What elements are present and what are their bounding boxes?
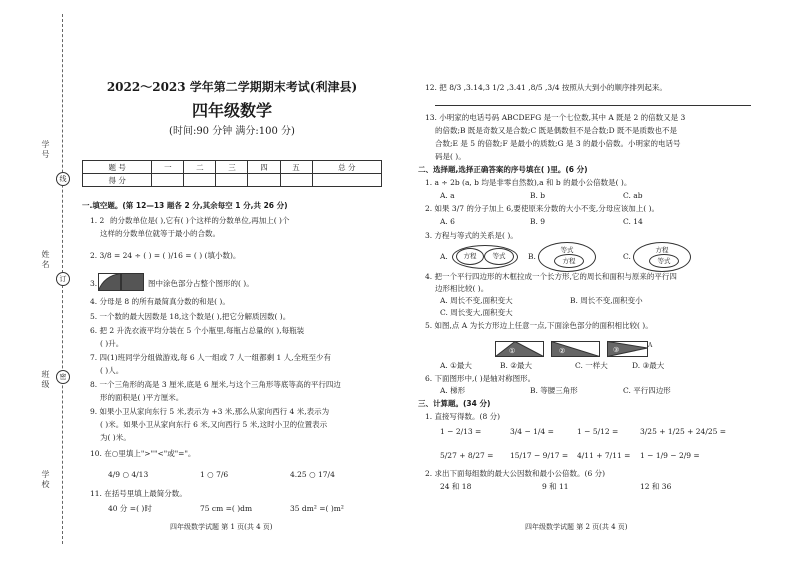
score-cell[interactable] (280, 174, 312, 187)
c6-opt-a: A. 梯形 (440, 386, 466, 395)
binding-mark-mi: 密 (56, 370, 70, 384)
calc2-pair: 12 和 36 (640, 482, 672, 491)
c5-text: 5. 如图,点 A 为长方形边上任意一点,下面涂色部分的面积相比较( )。 (425, 321, 653, 330)
calc-item: 1 − 1/9 − 2/9 = (640, 451, 700, 460)
calc-item: 4/11 + 7/11 = (577, 451, 631, 460)
q12-answer-line[interactable] (435, 105, 751, 106)
calc-item: 1 − 5/12 = (577, 427, 619, 436)
calc-item: 15/17 − 9/17 = (510, 451, 569, 460)
score-header-cell: 题 号 (83, 161, 152, 174)
q8-text: 8. 一个三角形的高是 3 厘米,底是 6 厘米,与这个三角形等底等高的平行四边 (90, 380, 341, 389)
c1-text: 1. a ÷ 2b (a, b 均是非零自然数),a 和 b 的最小公倍数是( )。 (425, 178, 632, 187)
c6-opt-c: C. 平行四边形 (623, 386, 671, 395)
svg-text:A: A (648, 342, 653, 349)
q2-text: 2. 3/8 = 24 ÷ ( ) = ( )/16 = ( ) (填小数)。 (90, 251, 241, 260)
c2-opt-c: C. 14 (623, 217, 643, 226)
binding-mark-xian: 线 (56, 172, 70, 186)
c3-opt-b: B. (528, 252, 536, 261)
q13-text: 13. 小明家的电话号码 ABCDEFG 是一个七位数,其中 A 既是 2 的倍数又是 3 (425, 113, 686, 122)
calc-item: 5/27 + 8/27 = (440, 451, 494, 460)
score-cell[interactable] (216, 174, 248, 187)
q12-text: 12. 把 8/3 ,3.14,3 1/2 ,3.41 ,8/5 ,3/4 按照从大到小的顺序排列起来。 (425, 83, 667, 92)
q3-number: 3. (90, 279, 98, 288)
q10-compare-b: 1 ○ 7/6 (200, 470, 229, 479)
q7-text-cont: ( )人。 (100, 366, 124, 375)
section2-title: 二、选择题,选择正确答案的序号填在( )里。(6 分) (418, 165, 588, 174)
c5-opt-c: C. 一样大 (575, 361, 608, 370)
q8-text-cont: 形的面积是( )平方厘米。 (100, 393, 184, 402)
score-header-cell: 三 (216, 161, 248, 174)
exam-title: 2022～2023 学年第二学期期末考试(利津县) (106, 80, 358, 94)
subject-title: 四年级数学 (191, 101, 272, 120)
q9-text: 9. 如果小卫从家向东行 5 米,表示为 +3 米,那么从家向西行 4 米,表示为 (90, 407, 330, 416)
score-header-cell: 五 (280, 161, 312, 174)
school-label: 学校 (41, 470, 50, 490)
q11-a: 40 分 =( )时 (108, 504, 152, 513)
q5-text: 5. 一个数的最大因数是 18,这个数是( ),把它分解质因数( )。 (90, 312, 291, 321)
student-id-label: 学号 (41, 140, 50, 160)
c2-opt-b: B. 9 (530, 217, 546, 226)
q1-number: 1. 2 (90, 216, 105, 225)
c3-text: 3. 方程与等式的关系是( )。 (425, 231, 518, 240)
q10-compare-a: 4/9 ○ 4/13 (108, 470, 149, 479)
calc-item: 3/25 + 1/25 + 24/25 = (640, 427, 727, 436)
c6-opt-b: B. 等腰三角形 (530, 386, 578, 395)
c4-opt-b: B. 周长不变,面积变小 (570, 296, 643, 305)
calc2-pair: 9 和 11 (542, 482, 569, 491)
q13-text-cont2: 合数;E 是 5 的倍数;F 是最小的质数;G 是 3 的最小倍数。小明家的电话号 (435, 139, 681, 148)
q9-text-cont2: 为( )米。 (100, 433, 131, 442)
score-header-cell: 二 (184, 161, 216, 174)
score-header-cell: 四 (248, 161, 280, 174)
c1-opt-a: A. a (440, 191, 455, 200)
name-label: 姓名 (41, 250, 50, 270)
q13-text-cont: 的倍数;B 既是奇数又是合数;C 既是偶数但不是合数;D 既不是质数也不是 (435, 126, 677, 135)
q1-text: 的分数单位是( ),它有( )个这样的分数单位,再加上( )个 (110, 216, 290, 225)
q10-text: 10. 在○里填上">""<"或"="。 (90, 449, 196, 458)
score-table (82, 160, 382, 187)
c5-opt-a: A. ①最大 (440, 361, 472, 370)
q13-text-cont3: 码是( )。 (435, 152, 466, 161)
c2-text: 2. 如果 3/7 的分子加上 6,要使原来分数的大小不变,分母应该加上( )。 (425, 204, 660, 213)
c3-opt-a: A. (440, 252, 448, 261)
q1-text-cont: 这样的分数单位就等于最小的合数。 (100, 229, 220, 238)
footer-left: 四年级数学试题 第 1 页(共 4 页) (170, 523, 273, 531)
c1-opt-b: B. b (530, 191, 546, 200)
c2-opt-a: A. 6 (440, 217, 455, 226)
calc-item: 3/4 − 1/4 = (510, 427, 554, 436)
calc2-pair: 24 和 18 (440, 482, 472, 491)
q7-text: 7. 四(1)班同学分组做游戏,每 6 人一组或 7 人一组都剩 1 人,全班至少有 (90, 353, 332, 362)
svg-text:①: ① (509, 347, 516, 355)
calc-item: 1 − 2/13 = (440, 427, 482, 436)
score-row-label: 得 分 (83, 174, 152, 187)
calc1-text: 1. 直接写得数。(8 分) (425, 412, 501, 421)
q4-text: 4. 分母是 8 的所有最简真分数的和是( )。 (90, 297, 230, 306)
c5-opt-b: B. ②最大 (500, 361, 533, 370)
score-header-cell: 总 分 (312, 161, 381, 174)
score-cell[interactable] (184, 174, 216, 187)
c4-text: 4. 把一个平行四边形的木框拉成一个长方形,它的周长和面积与原来的平行四 (425, 272, 677, 281)
q3-figure (98, 273, 144, 291)
svg-text:②: ② (559, 347, 566, 355)
score-cell[interactable] (312, 174, 381, 187)
class-label: 班级 (41, 370, 50, 390)
binding-mark-ding: 订 (56, 272, 70, 286)
c3-b-outer: 等式 (538, 242, 596, 272)
c4-opt-a: A. 周长不变,面积变大 (440, 296, 513, 305)
q11-text: 11. 在括号里填上最简分数。 (90, 489, 187, 498)
c5-opt-d: D. ③最大 (632, 361, 665, 370)
score-cell[interactable] (248, 174, 280, 187)
c3-a-oval-2: 等式 (484, 248, 514, 265)
c4-opt-c: C. 周长变大,面积变大 (440, 308, 513, 317)
q9-text-cont: ( )米。如果小卫从家向东行 6 米,又向西行 5 米,这时小卫的位置表示 (100, 420, 328, 429)
q11-c: 35 dm² =( )m² (290, 504, 344, 513)
score-cell[interactable] (152, 174, 184, 187)
c3-opt-c: C. (623, 252, 631, 261)
q6-text: 6. 把 2 升洗衣液平均分装在 5 个小瓶里,每瓶占总量的( ),每瓶装 (90, 326, 305, 335)
q10-compare-c: 4.25 ○ 17/4 (290, 470, 335, 479)
section1-title: 一.填空题。(第 12—13 题各 2 分,其余每空 1 分,共 26 分) (82, 201, 288, 210)
c3-a-oval-1: 方程 (456, 248, 484, 265)
footer-right: 四年级数学试题 第 2 页(共 4 页) (525, 523, 628, 531)
c1-opt-c: C. ab (623, 191, 643, 200)
c3-b-inner: 方程 (554, 254, 584, 268)
q3-text: 图中涂色部分占整个图形的( )。 (148, 279, 254, 288)
c3-c-inner: 等式 (649, 254, 679, 268)
c4-text-cont: 边形相比较( )。 (435, 284, 489, 293)
calc2-text: 2. 求出下面每组数的最大公因数和最小公倍数。(6 分) (425, 469, 606, 478)
q11-b: 75 cm =( )dm (200, 504, 253, 513)
c6-text: 6. 下面图形中,( )是轴对称图形。 (425, 374, 536, 383)
section3-title: 三、计算题。(34 分) (418, 399, 491, 408)
q6-text-cont: ( )升。 (100, 339, 124, 348)
time-info: (时间:90 分钟 满分:100 分) (169, 126, 295, 137)
svg-text:③: ③ (613, 346, 620, 354)
c5-figures (495, 338, 655, 360)
score-header-cell: 一 (152, 161, 184, 174)
c3-c-outer: 方程 (633, 242, 691, 272)
